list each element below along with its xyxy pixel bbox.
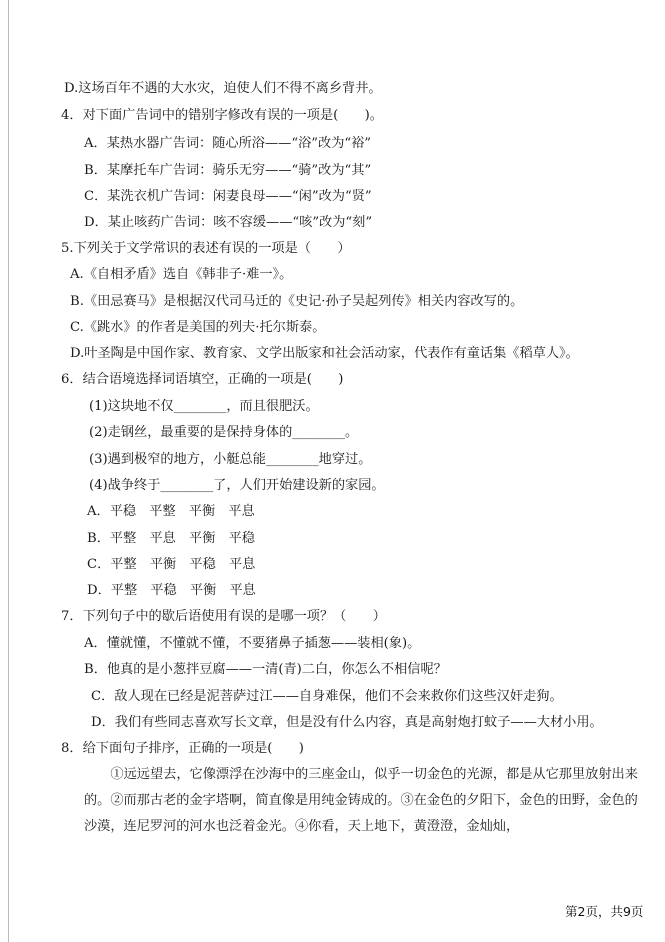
- q5-option-d: D.叶圣陶是中国作家、教育家、文学出版家和社会活动家，代表作有童话集《稻草人》。: [70, 346, 579, 361]
- q4-option-d: D．某止咳药广告词：咳不容缓——“咳”改为“刻”: [84, 215, 373, 230]
- q5-stem: 5.下列关于文学常识的表述有误的一项是（ ）: [61, 241, 351, 256]
- q7-option-a: A．懂就懂，不懂就不懂，不要猪鼻子插葱——装相(象)。: [84, 636, 421, 651]
- q6-blank-1: (1)这块地不仅________，而且很肥沃。: [89, 399, 319, 414]
- q8-stem: 8．给下面句子排序，正确的一项是( ): [61, 741, 304, 756]
- q5-option-a: A.《自相矛盾》选自《韩非子·难一》。: [70, 267, 293, 282]
- q7-option-c: C．敌人现在已经是泥菩萨过江——自身难保，他们不会来救你们这些汉奸走狗。: [91, 689, 563, 704]
- q7-option-b: B．他真的是小葱拌豆腐——一清(青)二白，你怎么不相信呢？: [84, 662, 447, 677]
- q7-option-d: D．我们有些同志喜欢写长文章，但是没有什么内容，真是高射炮打蚊子——大材小用。: [91, 715, 603, 730]
- q4-option-b: B．某摩托车广告词：骑乐无穷——“骑”改为“其”: [84, 163, 372, 178]
- q6-option-b: B．平整 平息 平衡 平稳: [87, 531, 255, 546]
- page-number: 第2页，共9页: [565, 904, 644, 919]
- q8-passage: ①远远望去，它像漂浮在沙海中的三座金山，似乎一切金色的光源，都是从它那里放射出来的。②而那古老的金字塔啊，简直像是用纯金铸成的。③在金色的夕阳下，金色的田野，金色的沙漠，连尼罗河的河水也泛着金光。④你看，天上地下，黄澄澄，金灿灿，: [84, 767, 638, 834]
- q6-blank-3: (3)遇到极窄的地方，小艇总能________地穿过。: [89, 452, 372, 467]
- q6-option-c: C．平整 平衡 平稳 平息: [87, 557, 256, 572]
- q6-blank-2: (2)走钢丝，最重要的是保持身体的________。: [89, 425, 359, 440]
- q5-option-b: B.《田忌赛马》是根据汉代司马迁的《史记·孙子吴起列传》相关内容改写的。: [70, 294, 524, 309]
- q7-stem: 7．下列句子中的歇后语使用有误的是哪一项？（ ）: [61, 609, 386, 624]
- q3-option-d: D.这场百年不遇的大水灾，迫使人们不得不离乡背井。: [64, 81, 382, 96]
- q4-stem: 4．对下面广告词中的错别字修改有误的一项是( )。: [61, 108, 383, 123]
- q6-blank-4: (4)战争终于________了，人们开始建设新的家园。: [89, 478, 385, 493]
- q5-option-c: C.《跳水》的作者是美国的列夫·托尔斯泰。: [70, 320, 326, 335]
- q6-stem: 6．结合语境选择词语填空，正确的一项是( ): [61, 372, 344, 387]
- page-left-border: [8, 0, 9, 942]
- q6-option-a: A．平稳 平整 平衡 平息: [87, 504, 255, 519]
- q4-option-c: C．某洗衣机广告词：闲妻良母——“闲”改为“贤”: [84, 189, 372, 204]
- q4-option-a: A．某热水器广告词：随心所浴——“浴”改为“裕”: [84, 136, 372, 151]
- q6-option-d: D．平整 平稳 平衡 平息: [87, 583, 256, 598]
